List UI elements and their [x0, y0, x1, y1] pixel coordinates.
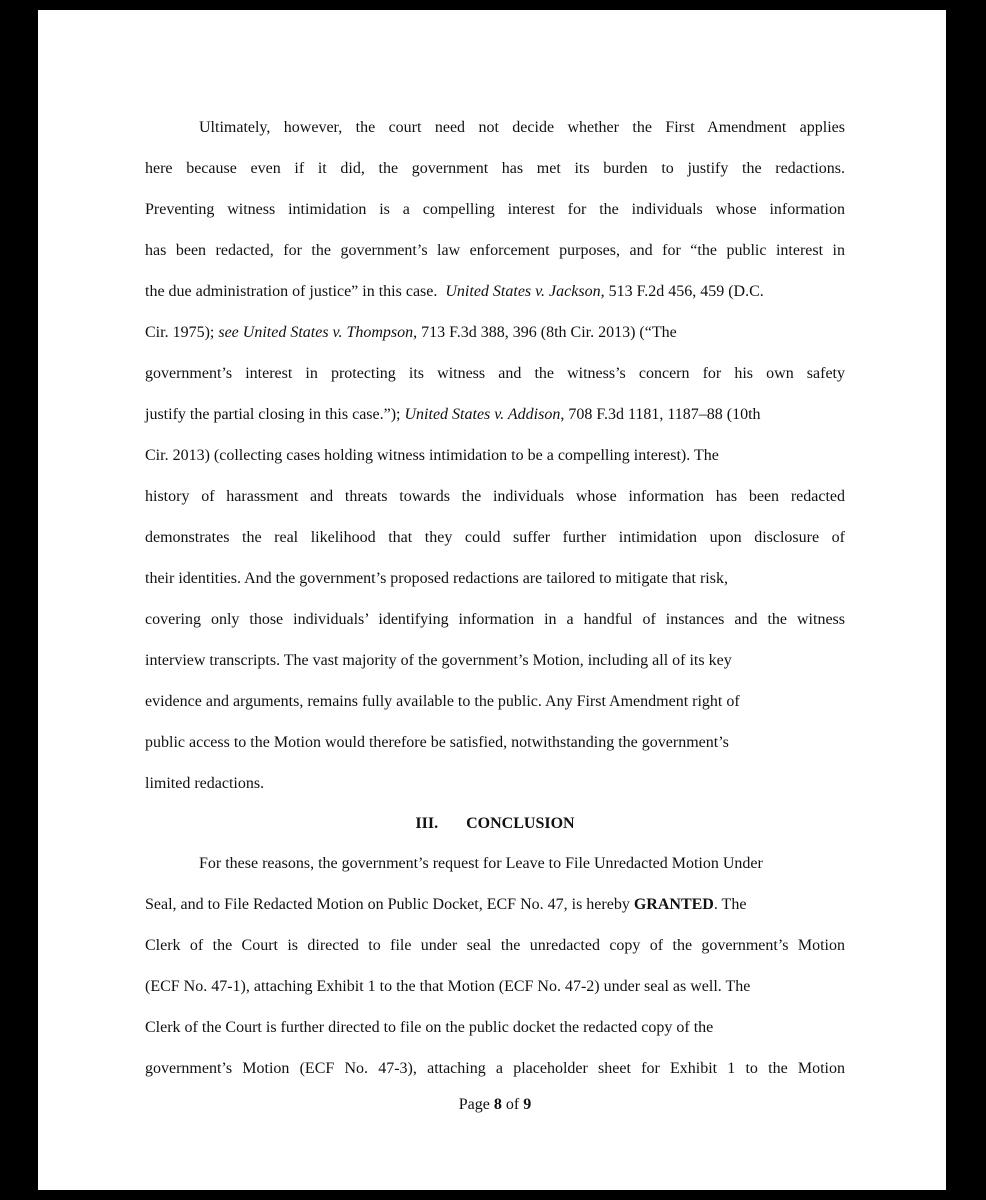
text-line: Cir. 2013) (collecting cases holding witness intimidation to be a compelling interest). The	[145, 447, 719, 464]
case-citation: United States v. Jackson	[445, 283, 601, 300]
text-line	[145, 895, 845, 915]
text-line: Clerk of the Court is further directed to file on the public docket the redacted copy of the	[145, 1019, 714, 1036]
text-line: covering only those individuals’ identifying information in a handful of instances and the witness	[145, 611, 845, 628]
text-line: their identities. And the government’s proposed redactions are tailored to mitigate that risk,	[145, 570, 728, 587]
page-number	[145, 1095, 845, 1115]
text-run: the due administration of justice” in this case.	[145, 283, 438, 300]
text-run: , 513 F.2d 456, 459 (D.C.	[600, 283, 764, 300]
text-line: public access to the Motion would therefore be satisfied, notwithstanding the government’s	[145, 734, 729, 751]
text-line: interview transcripts. The vast majority of the government’s Motion, including all of its key	[145, 652, 732, 669]
text-run: Cir. 1975);	[145, 324, 215, 341]
text-run: . The	[713, 896, 747, 913]
text-line: (ECF No. 47-1), attaching Exhibit 1 to the that Motion (ECF No. 47-2) under seal as well. The	[145, 978, 751, 995]
text-line: here because even if it did, the government has met its burden to justify the redactions.	[145, 160, 845, 177]
text-line	[145, 323, 845, 343]
text-line: For these reasons, the government’s request for Leave to File Unredacted Motion Under	[199, 855, 763, 872]
case-citation: see United States v. Thompson	[218, 324, 414, 341]
text-line	[145, 282, 845, 302]
text-line: demonstrates the real likelihood that they could suffer further intimidation upon disclosure of	[145, 529, 845, 546]
text-run: Seal, and to File Redacted Motion on Public Docket, ECF No. 47, is hereby	[145, 896, 630, 913]
section-title: CONCLUSION	[466, 815, 575, 832]
page-prefix: Page	[458, 1096, 490, 1113]
text-line: Clerk of the Court is directed to file under seal the unredacted copy of the government’s Motion	[145, 937, 845, 954]
text-line: limited redactions.	[145, 775, 265, 792]
page-current: 8	[493, 1096, 502, 1113]
text-line: government’s Motion (ECF No. 47-3), attaching a placeholder sheet for Exhibit 1 to the Motion	[145, 1060, 845, 1077]
text-line: Preventing witness intimidation is a compelling interest for the individuals whose information	[145, 201, 845, 218]
text-line: Ultimately, however, the court need not decide whether the First Amendment applies	[199, 119, 845, 136]
section-heading	[145, 814, 845, 834]
page-separator: of	[505, 1096, 520, 1113]
text-run: justify the partial closing in this case.”);	[145, 406, 401, 423]
ruling-granted: GRANTED	[633, 896, 714, 913]
text-line	[145, 405, 845, 425]
text-line: history of harassment and threats towards the individuals whose information has been redacted	[145, 488, 845, 505]
page-total: 9	[523, 1096, 532, 1113]
section-number: III.	[415, 815, 439, 832]
case-citation: United States v. Addison	[404, 406, 561, 423]
document-page	[38, 10, 946, 1190]
text-line: government’s interest in protecting its witness and the witness’s concern for his own safety	[145, 365, 845, 382]
text-run: , 713 F.3d 388, 396 (8th Cir. 2013) (“The	[413, 324, 677, 341]
text-run: , 708 F.3d 1181, 1187–88 (10th	[560, 406, 761, 423]
text-line: evidence and arguments, remains fully available to the public. Any First Amendment right of	[145, 693, 740, 710]
text-line: has been redacted, for the government’s law enforcement purposes, and for “the public interest in	[145, 242, 845, 259]
